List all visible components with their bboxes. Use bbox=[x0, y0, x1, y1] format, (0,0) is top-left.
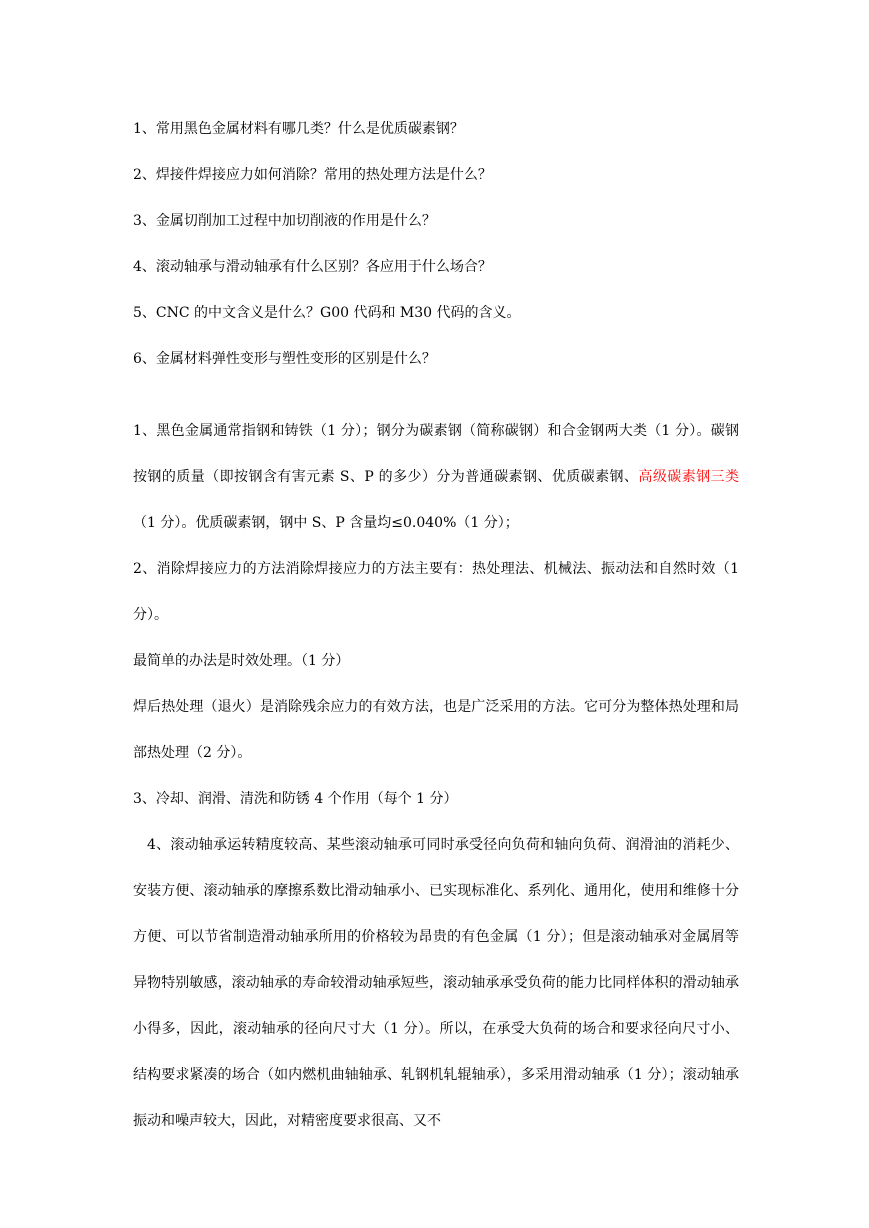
question-list bbox=[133, 114, 753, 390]
question-item: 2、焊接件焊接应力如何消除？常用的热处理方法是什么？ bbox=[133, 167, 492, 183]
answer-2-heat-treatment: 焊后热处理（退火）是消除残余应力的有效方法，也是广泛采用的方法。它可分为整体热处理和局部热处理（2 分）。 bbox=[133, 699, 739, 761]
answer-2-methods: 2、消除焊接应力的方法消除焊接应力的方法主要有：热处理法、机械法、振动法和自然时效（1 分）。 bbox=[133, 561, 739, 623]
question-item: 4、滚动轴承与滑动轴承有什么区别？各应用于什么场合？ bbox=[133, 259, 492, 275]
question-item: 1、常用黑色金属材料有哪几类？什么是优质碳素钢？ bbox=[133, 121, 464, 137]
answer-1 bbox=[133, 408, 739, 546]
question-item: 6、金属材料弹性变形与塑性变形的区别是什么？ bbox=[133, 351, 436, 367]
answer-1-text-part2: （1 分）。优质碳素钢，钢中 S、P 含量均≤0.040%（1 分）； bbox=[133, 515, 519, 531]
question-item: 5、CNC 的中文含义是什么？G00 代码和 M30 代码的含义。 bbox=[133, 305, 521, 321]
answer-3: 3、冷却、润滑、清洗和防锈 4 个作用（每个 1 分） bbox=[133, 791, 458, 807]
answer-1-highlight: 高级碳素钢三类 bbox=[638, 469, 739, 485]
question-item: 3、金属切削加工过程中加切削液的作用是什么？ bbox=[133, 213, 436, 229]
answer-section bbox=[133, 408, 739, 1144]
answer-2-simplest: 最简单的办法是时效处理。（1 分） bbox=[133, 653, 350, 669]
answer-1-text-part1: 1、黑色金属通常指钢和铸铁（1 分）；钢分为碳素钢（简称碳钢）和合金钢两大类（1 分）。碳钢按钢的质量（即按钢含有害元素 S、P 的多少）分为普通碳素钢、优质碳素钢、 bbox=[133, 423, 739, 485]
answer-4: 4、滚动轴承运转精度较高、某些滚动轴承可同时承受径向负荷和轴向负荷、润滑油的消耗少、安装方便、滚动轴承的摩擦系数比滑动轴承小、已实现标准化、系列化、通用化，使用和维修十分方便、可以节省制造滑动轴承所用的价格较为昂贵的有色金属（1 分）；但是滚动轴承对金属屑等异物特别敏感，滚动轴承的寿命较滑动轴承短些，滚动轴承承受负荷的能力比同样体积的滑动轴承小得多，因此，滚动轴承的径向尺寸大（1 分）。所以，在承受大负荷的场合和要求径向尺寸小、结构要求紧凑的场合（如内燃机曲轴轴承、轧钢机轧辊轴承），多采用滑动轴承（1 分）；滚动轴承振动和噪声较大，因此，对精密度要求很高、又不 bbox=[133, 837, 739, 1129]
